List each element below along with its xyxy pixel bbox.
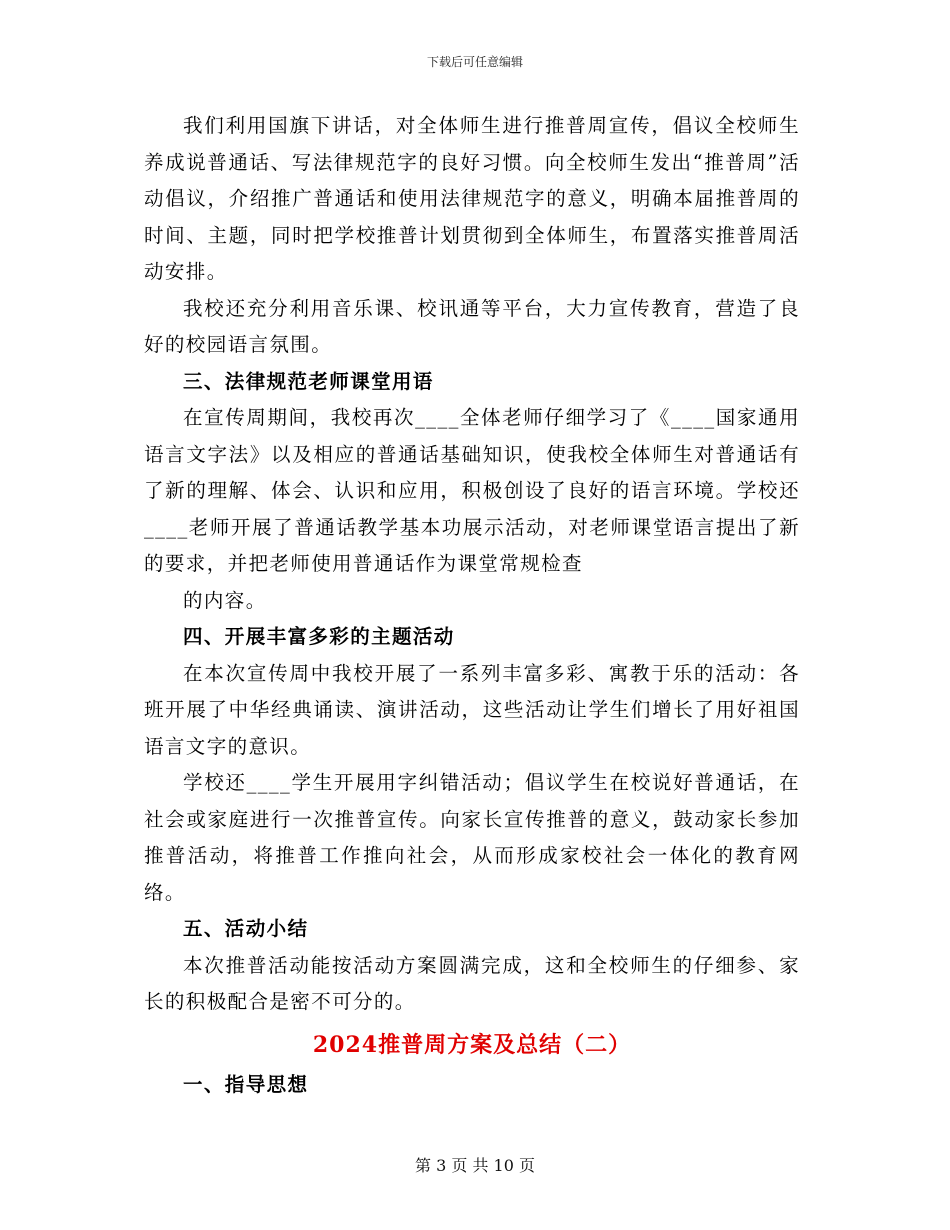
document-body — [144, 108, 800, 1103]
page-header: 下载后可任意编辑 — [426, 55, 523, 69]
body-paragraph: 我们利用国旗下讲话，对全体师生进行推普周宣传，倡议全校师生养成说普通话、写法律规范字的良好习惯。向全校师生发出“推普周”活动倡议，介绍推广普通话和使用法律规范字的意义，明确本届推普周的时间、主题，同时把学校推普计划贯彻到全体师生，布置落实推普周活动安排。 — [144, 114, 800, 283]
body-paragraph: 的内容。 — [183, 588, 267, 612]
section-heading: 一、指导思想 — [183, 1072, 309, 1096]
body-paragraph: 学校还____学生开展用字纠错活动；倡议学生在校说好普通话，在社会或家庭进行一次推普宣传。向家长宣传推普的意义，鼓动家长参加推普活动，将推普工作推向社会，从而形成家校社会一体化的教育网络。 — [144, 771, 800, 904]
section-heading: 三、法律规范老师课堂用语 — [183, 369, 434, 393]
document-title: 2024推普周方案及总结（二） — [312, 1031, 632, 1058]
body-paragraph: 在宣传周期间，我校再次____全体老师仔细学习了《____国家通用语言文字法》以及相应的普通话基础知识，使我校全体师生对普通话有了新的理解、体会、认识和应用，积极创设了良好的语言环境。学校还____老师开展了普通话教学基本功展示活动，对老师课堂语言提出了新的要求，并把老师使用普通话作为课堂常规检查 — [144, 406, 800, 575]
page-footer: 第 3 页 共 10 页 — [415, 1156, 535, 1175]
section-heading: 四、开展丰富多彩的主题活动 — [183, 625, 455, 648]
body-paragraph: 本次推普活动能按活动方案圆满完成，这和全校师生的仔细参、家长的积极配合是密不可分的。 — [144, 953, 800, 1013]
section-heading: 五、活动小结 — [183, 917, 309, 940]
body-paragraph: 我校还充分利用音乐课、校讯通等平台，大力宣传教育，营造了良好的校园语言氛围。 — [144, 296, 800, 356]
body-paragraph: 在本次宣传周中我校开展了一系列丰富多彩、寓教于乐的活动：各班开展了中华经典诵读、演讲活动，这些活动让学生们增长了用好祖国语言文字的意识。 — [144, 661, 800, 758]
